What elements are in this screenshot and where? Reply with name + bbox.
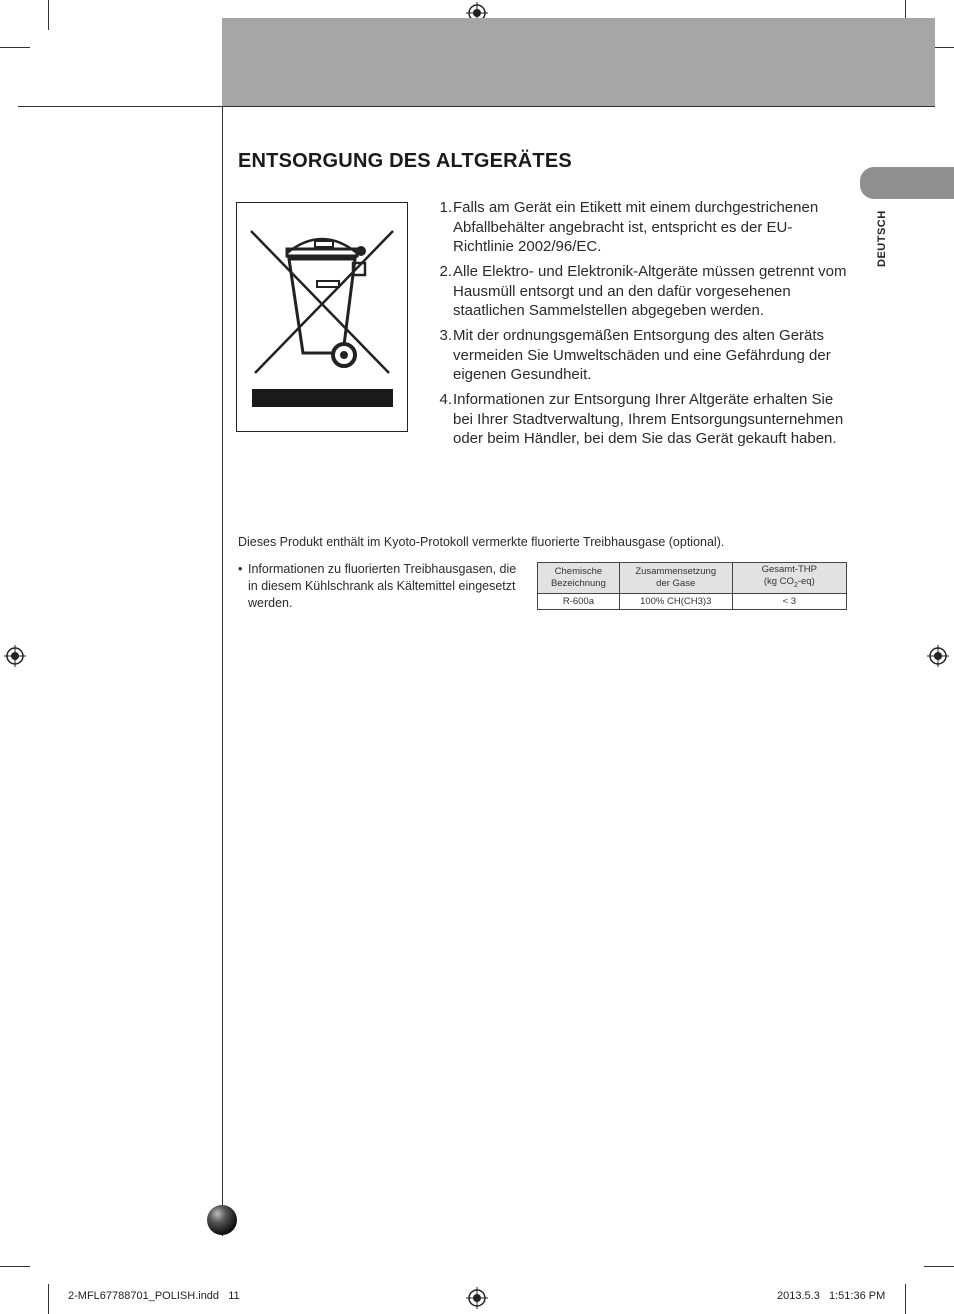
page-marker-dot [207, 1205, 237, 1235]
crop-mark [924, 1266, 954, 1267]
crop-mark [0, 1266, 30, 1267]
column-header-gwp: Gesamt-THP (kg $CO_2-eq$) [732, 563, 846, 594]
crop-mark [905, 1284, 906, 1314]
table-row [538, 594, 847, 610]
column-header-chemical-name: Chemische Bezeichnung [538, 563, 620, 594]
cell-gwp: < 3 [732, 594, 846, 610]
weee-logo [236, 202, 408, 432]
section-title: ENTSORGUNG DES ALTGERÄTES [238, 150, 572, 172]
language-tab-label: DEUTSCH [876, 210, 888, 267]
language-tab [860, 167, 954, 199]
crop-mark [0, 47, 30, 48]
bullet-icon: • [238, 562, 243, 576]
crop-mark [48, 0, 49, 30]
footer-timestamp: 2013.5.3 1:51:36 PM [777, 1290, 886, 1302]
list-item: 2. Alle Elektro- und Elektronik-Altgeräte müssen getrennt vom Hausmüll entsorgt und an den dafür vorgesehenen staatlichen Sammelstellen abgegeben werden. [439, 263, 847, 319]
crop-mark [48, 1284, 49, 1314]
list-item: 1. Falls am Gerät ein Etikett mit einem durchgestrichenen Abfallbehälter angebracht ist, entspricht es der EU-Richtlinie 2002/96/EC. [439, 199, 819, 255]
disposal-steps [430, 198, 850, 454]
gas-intro: Dieses Produkt enthält im Kyoto-Protokoll vermerkte fluorierte Treibhausgase (optional). [238, 535, 725, 549]
cell-chemical-name: R-600a [538, 594, 620, 610]
list-item: 3. Mit der ordnungsgemäßen Entsorgung des alten Geräts vermeiden Sie Umweltschäden und eine Gefährdung der eigenen Gesundheit. [439, 327, 831, 383]
registration-mark-icon [927, 645, 949, 667]
footer-file-name: 2-MFL67788701_POLISH.indd 11 [68, 1290, 240, 1302]
header-rule [18, 106, 935, 107]
registration-mark-icon [4, 645, 26, 667]
column-header-composition: Zusammensetzung der Gase [619, 563, 732, 594]
gas-bullet-text: Informationen zu fluorierten Treibhausgasen, die in diesem Kühlschrank als Kältemittel eingesetzt werden. [248, 562, 517, 610]
header-band [222, 18, 935, 106]
list-item: 4. Informationen zur Entsorgung Ihrer Altgeräte erhalten Sie bei Ihrer Stadtverwaltung, Ihrem Entsorgungsunternehmen oder beim Händler, bei dem Sie das Gerät gekauft haben. [439, 391, 844, 447]
refrigerant-table [537, 562, 847, 610]
gas-bullet [238, 561, 528, 612]
table-header-row [538, 563, 847, 594]
cell-composition: 100% CH(CH3)3 [619, 594, 732, 610]
crossed-out-wheelie-bin-icon [237, 203, 407, 431]
margin-rule [222, 106, 223, 1236]
registration-mark-icon [466, 1287, 488, 1309]
